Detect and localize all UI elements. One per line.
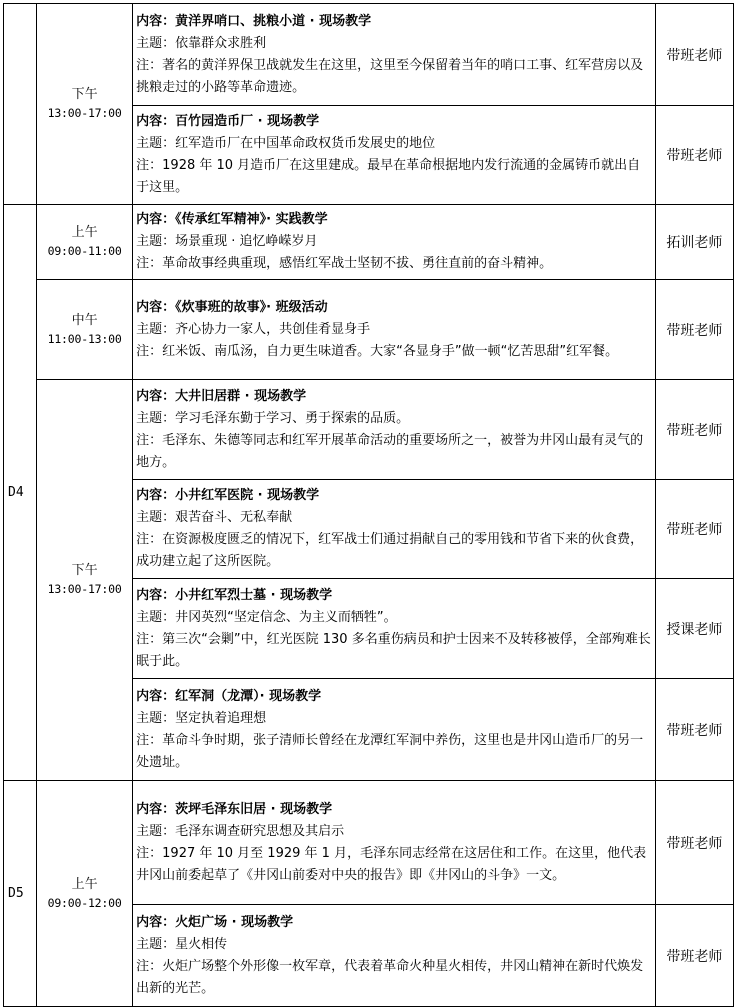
content-cell — [133, 380, 656, 480]
content-title: 内容：小井红军烈士墓 · 现场教学 — [136, 587, 333, 603]
content-title: 内容：红军洞（龙潭）· 现场教学 — [136, 688, 322, 704]
teacher-cell: 拓训老师 — [655, 205, 733, 280]
time-range: 11:00-13:00 — [47, 331, 122, 346]
time-label: 下午 — [71, 87, 98, 102]
content-note: 注：革命故事经典重现，感悟红军战士坚韧不拔、勇往直前的奋斗精神。 — [136, 256, 553, 271]
time-cell — [37, 781, 133, 1007]
table-row — [4, 781, 734, 905]
content-cell — [133, 4, 656, 106]
teacher-cell: 带班老师 — [655, 106, 733, 205]
content-cell — [133, 480, 656, 579]
teacher-cell: 带班老师 — [655, 781, 733, 905]
time-label: 中午 — [71, 312, 98, 328]
table-row — [4, 4, 734, 106]
content-cell — [133, 280, 656, 380]
time-label: 上午 — [71, 876, 98, 892]
day-cell: D5 — [4, 781, 37, 1007]
time-range: 13:00-17:00 — [47, 106, 122, 120]
content-note: 注：1927 年 10 月至 1929 年 1 月，毛泽东同志经常在这居住和工作。在这里，他代表井冈山前委起草了《井冈山前委对中央的报告》即《井冈山的斗争》一文。 — [136, 845, 647, 883]
content-cell — [133, 579, 656, 679]
time-cell — [37, 4, 133, 205]
content-note: 注：著名的黄洋界保卫战就发生在这里，这里至今保留着当年的哨口工事、红军营房以及挑粮走过的小路等革命遗迹。 — [136, 57, 644, 95]
teacher-cell: 带班老师 — [655, 4, 733, 106]
time-cell — [37, 280, 133, 380]
content-theme: 主题：井冈英烈“坚定信念、为主义而牺牲”。 — [136, 609, 397, 625]
content-cell — [133, 106, 656, 205]
content-theme: 主题：坚定执着追理想 — [136, 710, 267, 726]
content-theme: 主题：场景重现 · 追忆峥嵘岁月 — [136, 234, 318, 249]
table-row — [4, 280, 734, 380]
content-title: 内容：小井红军医院 · 现场教学 — [136, 488, 320, 503]
content-title: 内容：《炊事班的故事》· 班级活动 — [136, 299, 328, 315]
content-cell — [133, 905, 656, 1007]
content-note: 注：在资源极度匮乏的情况下，红军战士们通过捐献自己的零用钱和节省下来的伙食费，成功建立起了这所医院。 — [136, 532, 644, 569]
content-theme: 主题：毛泽东调查研究思想及其启示 — [136, 823, 345, 839]
time-range: 09:00-12:00 — [47, 895, 122, 910]
content-theme: 主题：学习毛泽东勤于学习、勇于探索的品质。 — [136, 410, 410, 426]
content-title: 内容：茨坪毛泽东旧居 · 现场教学 — [136, 801, 333, 817]
content-title: 内容：火炬广场 · 现场教学 — [136, 914, 294, 930]
time-range: 09:00-11:00 — [47, 244, 122, 258]
day-cell-empty — [4, 4, 37, 205]
table-row — [4, 205, 734, 280]
content-note: 注：毛泽东、朱德等同志和红军开展革命活动的重要场所之一，被誉为井冈山最有灵气的地方。 — [136, 432, 644, 470]
content-note: 注：1928 年 10 月造币厂在这里建成。最早在革命根据地内发行流通的金属铸币就出自于这里。 — [136, 158, 641, 195]
content-note: 注：火炬广场整个外形像一枚军章，代表着革命火种星火相传，井冈山精神在新时代焕发出新的光芒。 — [136, 958, 644, 996]
content-cell — [133, 205, 656, 280]
content-theme: 主题：齐心协力一家人，共创佳肴显身手 — [136, 321, 371, 337]
content-note: 注：革命斗争时期，张子清师长曾经在龙潭红军洞中养伤，这里也是井冈山造币厂的另一处遗址。 — [136, 732, 644, 770]
content-title: 内容：大井旧居群 · 现场教学 — [136, 388, 307, 404]
content-title: 内容：黄洋界哨口、挑粮小道 · 现场教学 — [136, 13, 372, 29]
teacher-cell: 授课老师 — [655, 579, 733, 679]
content-cell — [133, 781, 656, 905]
content-note: 注：红米饭、南瓜汤，自力更生味道香。大家“各显身手”做一顿“忆苦思甜”红军餐。 — [136, 343, 619, 359]
time-range: 13:00-17:00 — [47, 582, 122, 596]
teacher-cell: 带班老师 — [655, 280, 733, 380]
teacher-cell: 带班老师 — [655, 905, 733, 1007]
teacher-cell: 带班老师 — [655, 679, 733, 781]
time-label: 上午 — [71, 225, 98, 240]
content-theme: 主题：艰苦奋斗、无私奉献 — [136, 510, 293, 525]
table-row — [4, 380, 734, 480]
teacher-cell: 带班老师 — [655, 380, 733, 480]
time-label: 下午 — [71, 563, 98, 578]
time-cell — [37, 205, 133, 280]
content-cell — [133, 679, 656, 781]
content-note: 注：第三次“会剿”中，红光医院 130 多名重伤病员和护士因来不及转移被俘，全部殉难长眠于此。 — [136, 631, 651, 669]
teacher-cell: 带班老师 — [655, 480, 733, 579]
content-title: 内容：百竹园造币厂 · 现场教学 — [136, 114, 320, 129]
content-theme: 主题：红军造币厂在中国革命政权货币发展史的地位 — [136, 136, 436, 151]
time-cell — [37, 380, 133, 781]
content-title: 内容：《传承红军精神》· 实践教学 — [136, 212, 328, 227]
content-theme: 主题：依靠群众求胜利 — [136, 35, 267, 51]
schedule-table — [3, 3, 734, 1007]
day-cell: D4 — [4, 205, 37, 781]
content-theme: 主题：星火相传 — [136, 936, 228, 952]
